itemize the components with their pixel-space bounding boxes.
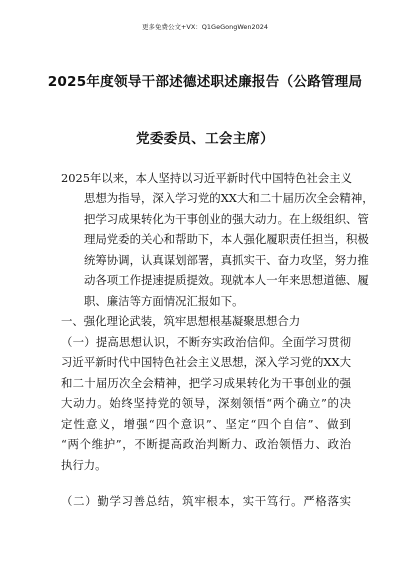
paragraph-line: “两个维护”，不断提高政治判断力、政治领悟力、政治	[61, 437, 351, 451]
document-title-line-2: 党委委员、工会主席）	[136, 131, 274, 147]
paragraph-line: 定性意义，增强“四个意识”、坚定“四个自信”、做到	[61, 417, 351, 431]
paragraph-line: 2025年以来，本人坚持以习近平新时代中国特色社会主义	[61, 171, 352, 185]
paragraph-line: 执行力。	[61, 458, 107, 472]
paragraph-line: （一）提高思想认识，不断夯实政治信仰。全面学习贯彻	[61, 335, 351, 349]
paragraph-line: 大动力。始终坚持党的领导，深刻领悟“两个确立”的决	[61, 396, 351, 410]
paragraph-line: 动各项工作提速提质提效。现就本人一年来思想道德、履	[84, 273, 369, 287]
paragraph-line: 职、廉洁等方面情况汇报如下。	[84, 294, 244, 308]
paragraph-line: 习近平新时代中国特色社会主义思想，深入学习党的XX大	[61, 355, 351, 369]
section-heading: 一、强化理论武装，筑牢思想根基凝聚思想合力	[61, 314, 301, 328]
paragraph-line: 理局党委的关心和帮助下，本人强化履职责任担当，积极	[84, 232, 369, 246]
paragraph-line: 把学习成果转化为干事创业的强大动力。在上级组织、管	[84, 212, 369, 226]
paragraph-line: 和二十届历次全会精神，把学习成果转化为干事创业的强	[61, 376, 351, 390]
paragraph-line: 思想为指导，深入学习党的XX大和二十届历次全会精神，	[84, 191, 374, 205]
document-title-line-1: 2025年度领导干部述德述职述廉报告（公路管理局	[47, 74, 363, 90]
header-note: 更多免费公文+VX：Q1GeGongWen2024	[141, 23, 269, 31]
paragraph-line: 统筹协调，认真谋划部署，真抓实干、奋力攻坚，努力推	[84, 253, 369, 267]
paragraph-line: （二）勤学习善总结，筑牢根本，实干笃行。严格落实	[61, 494, 351, 508]
